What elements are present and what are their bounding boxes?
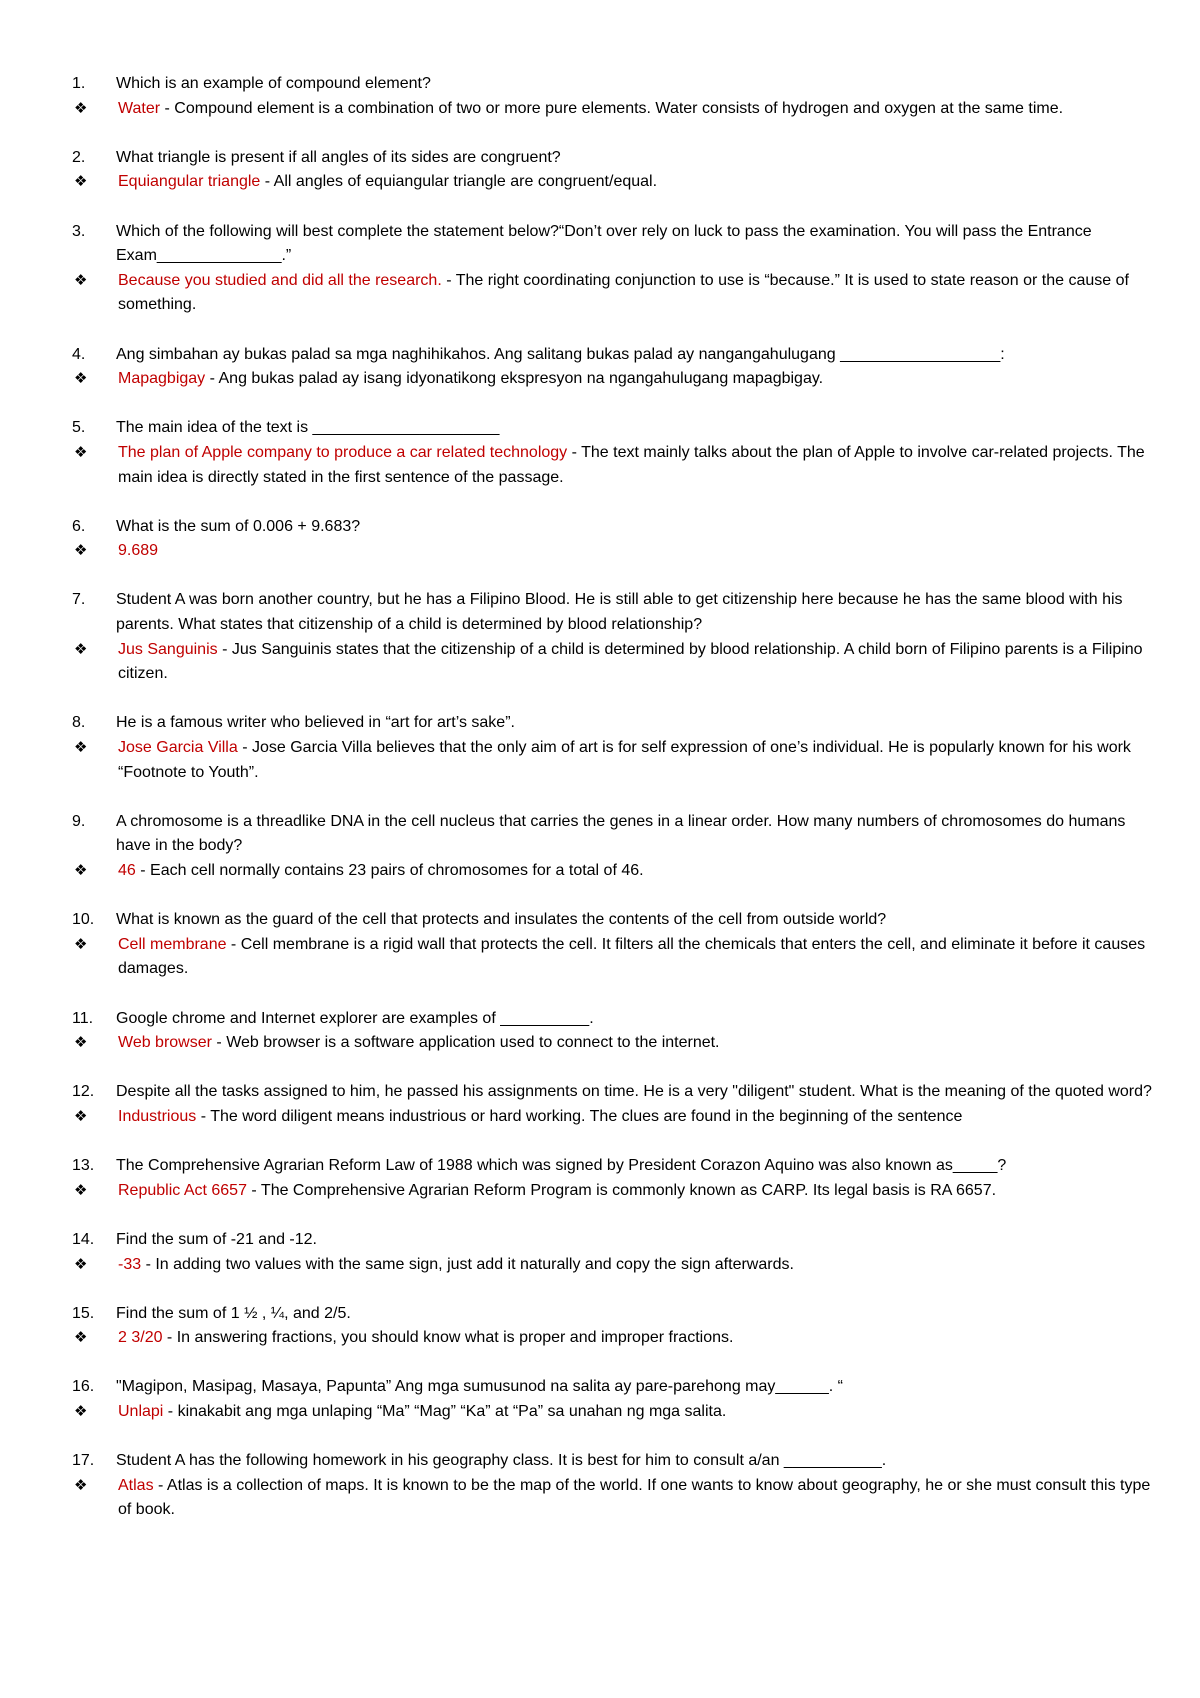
question-number: 9. [72,812,86,830]
diamond-bullet-icon: ❖ [74,443,88,461]
question-text: A chromosome is a threadlike DNA in the cell nucleus that carries the genes in a linear order. How many numbers of chromosomes do humans have in the body? [116,812,1126,855]
qa-item [72,1228,1152,1277]
answer-row [72,539,1152,564]
diamond-bullet-icon: ❖ [74,862,88,879]
qa-item [72,416,1152,490]
question-text: The Comprehensive Agrarian Reform Law of 1988 which was signed by President Corazon Aquino was also known as_____? [116,1157,1007,1175]
question-row [72,343,1152,368]
answer-row [72,859,1152,884]
answer-text: 2 3/20 [118,1329,163,1347]
answer-explanation: - All angles of equiangular triangle are congruent/equal. [260,173,658,191]
diamond-bullet-icon: ❖ [74,173,88,191]
question-number: 13. [72,1157,95,1175]
question-row [72,1449,1152,1474]
diamond-bullet-icon: ❖ [74,640,88,658]
answer-row [72,736,1152,785]
answer-text: The plan of Apple company to produce a car related technology [118,443,568,461]
answer-block [118,170,1152,195]
question-row [72,711,1152,736]
answer-block [118,441,1152,490]
answer-text: Atlas [118,1476,154,1494]
question-number: 2. [72,148,86,166]
question-number: 8. [72,714,86,732]
answer-text: Cell membrane [118,935,227,953]
answer-text: Equiangular triangle [118,173,261,191]
answer-block [118,638,1152,687]
qa-item [72,220,1152,318]
answer-explanation: - The text mainly talks about the plan of Apple to involve car-related projects. The main idea is directly stated in the first sentence of the passage. [118,443,1145,486]
answer-block [118,933,1152,982]
diamond-bullet-icon: ❖ [74,370,88,388]
answer-text: Unlapi [118,1403,164,1421]
question-number: 17. [72,1452,95,1470]
answer-text: Web browser [118,1034,212,1052]
question-number: 7. [72,591,86,609]
answer-row [72,1031,1152,1056]
qa-item [72,1375,1152,1424]
question-text: Student A was born another country, but he has a Filipino Blood. He is still able to get citizenship here because he has the same blood with his parents. What states that citizenship of a child is determined by blood relationship? [116,591,1123,634]
answer-block [118,736,1152,785]
diamond-bullet-icon: ❖ [74,1403,88,1421]
answer-row [72,1253,1152,1278]
answer-explanation: - Web browser is a software application used to connect to the internet. [211,1034,720,1052]
question-row [72,515,1152,540]
answer-explanation: - Jose Garcia Villa believes that the only aim of art is for self expression of one’s individual. He is popularly known for his work “Footnote to Youth”. [118,739,1131,781]
answer-block [118,1474,1152,1523]
answer-block [118,1179,1152,1204]
answer-explanation: - Ang bukas palad ay isang idyonatikong ekspresyon na ngangahulugang mapagbigay. [205,370,824,388]
qa-item [72,1302,1152,1351]
question-text: What is the sum of 0.006 + 9.683? [116,517,361,535]
question-text: Despite all the tasks assigned to him, he passed his assignments on time. He is a very "diligent" student. What is the meaning of the quoted word? [116,1083,1152,1101]
qa-item [72,1449,1152,1523]
diamond-bullet-icon: ❖ [74,1107,88,1125]
answer-row [72,933,1152,982]
question-number: 6. [72,517,86,535]
question-text: Which of the following will best complete the statement below?“Don’t over rely on luck to pass the examination. You will pass the Entrance Exam______________.” [116,222,1092,265]
answer-explanation: - Cell membrane is a rigid wall that protects the cell. It filters all the chemicals that enters the cell, and eliminate it before it causes damages. [118,935,1146,978]
question-number: 11. [72,1009,94,1027]
answer-explanation: - The right coordinating conjunction to use is “because.” It is used to state reason or the cause of something. [118,271,1129,314]
answer-text: Industrious [118,1107,197,1125]
answer-text: 46 [118,862,136,879]
qa-item [72,1007,1152,1056]
question-row [72,908,1152,933]
qa-item [72,810,1152,884]
answer-row [72,97,1152,122]
question-row [72,1080,1152,1105]
question-text: He is a famous writer who believed in “art for art’s sake”. [116,714,515,732]
answer-row [72,1179,1152,1204]
answer-explanation: - In adding two values with the same sign, just add it naturally and copy the sign afterwards. [141,1255,794,1273]
qa-item [72,343,1152,392]
question-row [72,416,1152,441]
question-row [72,810,1152,859]
question-number: 15. [72,1304,95,1322]
answer-text: 9.689 [118,542,159,560]
answer-explanation: - In answering fractions, you should know what is proper and improper fractions. [162,1329,734,1347]
answer-block [118,97,1152,122]
question-text: Find the sum of -21 and -12. [116,1230,317,1248]
answer-text: Mapagbigay [118,370,206,388]
answer-explanation: - The Comprehensive Agrarian Reform Program is commonly known as CARP. Its legal basis is RA 6657. [246,1181,997,1199]
answer-explanation: - Atlas is a collection of maps. It is known to be the map of the world. If one wants to know about geography, he or she must consult this type of book. [118,1476,1151,1519]
question-text: Google chrome and Internet explorer are examples of __________. [116,1009,594,1027]
answer-block [118,269,1152,318]
answer-row [72,1400,1152,1425]
question-number: 4. [72,345,86,363]
answer-block [118,1326,1152,1351]
qa-item [72,1080,1152,1129]
answer-block [118,1253,1152,1278]
answer-text: -33 [118,1255,142,1273]
answer-block [118,859,1152,884]
question-row [72,588,1152,637]
diamond-bullet-icon: ❖ [74,1329,88,1347]
question-text: What is known as the guard of the cell that protects and insulates the contents of the cell from outside world? [116,911,887,929]
question-row [72,1375,1152,1400]
question-number: 14. [72,1230,95,1248]
diamond-bullet-icon: ❖ [74,1476,88,1494]
qa-item [72,588,1152,686]
question-row [72,146,1152,171]
diamond-bullet-icon: ❖ [74,99,88,117]
qa-item [72,146,1152,195]
qa-item [72,515,1152,564]
answer-explanation: - The word diligent means industrious or hard working. The clues are found in the beginning of the sentence [196,1107,963,1125]
diamond-bullet-icon: ❖ [74,542,88,560]
question-row [72,1154,1152,1179]
diamond-bullet-icon: ❖ [74,935,88,953]
question-text: Which is an example of compound element? [116,75,431,92]
answer-row [72,1474,1152,1523]
question-number: 10. [72,911,95,929]
answer-explanation: - Each cell normally contains 23 pairs of chromosomes for a total of 46. [135,862,644,879]
question-number: 1. [72,75,86,92]
qa-item [72,908,1152,982]
question-number: 3. [72,222,86,240]
answer-text: Republic Act 6657 [118,1181,247,1199]
question-text: What triangle is present if all angles of its sides are congruent? [116,148,561,166]
qa-item [72,72,1152,121]
question-number: 16. [72,1378,95,1396]
qa-item [72,711,1152,785]
diamond-bullet-icon: ❖ [74,271,88,289]
question-row [72,1007,1152,1032]
answer-block [118,1400,1152,1425]
answer-row [72,1326,1152,1351]
question-row [72,1302,1152,1327]
question-number: 12. [72,1083,95,1101]
question-row [72,220,1152,269]
question-text: Find the sum of 1 ½ , ¼, and 2/5. [116,1304,351,1322]
qa-item [72,1154,1152,1203]
diamond-bullet-icon: ❖ [74,1034,88,1052]
answer-text: Jose Garcia Villa [118,739,238,757]
diamond-bullet-icon: ❖ [74,1255,88,1273]
question-text: "Magipon, Masipag, Masaya, Papunta” Ang mga sumusunod na salita ay pare-parehong may______. “ [116,1378,844,1396]
diamond-bullet-icon: ❖ [74,1181,88,1199]
question-text: Student A has the following homework in his geography class. It is best for him to consult a/an ___________. [116,1452,887,1470]
question-number: 5. [72,419,86,437]
answer-text: Jus Sanguinis [118,640,218,658]
answer-text: Water [118,99,161,117]
answer-row [72,367,1152,392]
answer-block [118,1105,1152,1130]
question-text: Ang simbahan ay bukas palad sa mga naghihikahos. Ang salitang bukas palad ay nangangahulugang __________________: [116,345,1005,363]
answer-block [118,539,1152,564]
answer-explanation: - Jus Sanguinis states that the citizenship of a child is determined by blood relationship. A child born of Filipino parents is a Filipino citizen. [118,640,1143,683]
answer-row [72,269,1152,318]
answer-block [118,1031,1152,1056]
question-answer-list [72,72,1152,1548]
question-text: The main idea of the text is _____________________ [116,419,500,437]
question-row [72,72,1152,97]
answer-row [72,638,1152,687]
answer-text: Because you studied and did all the research. [118,271,442,289]
answer-row [72,170,1152,195]
answer-row [72,1105,1152,1130]
question-row [72,1228,1152,1253]
diamond-bullet-icon: ❖ [74,739,88,757]
answer-explanation: - kinakabit ang mga unlaping “Ma” “Mag” “Ka” at “Pa” sa unahan ng mga salita. [163,1403,727,1421]
answer-block [118,367,1152,392]
answer-explanation: - Compound element is a combination of two or more pure elements. Water consists of hydrogen and oxygen at the same time. [160,99,1064,117]
answer-row [72,441,1152,490]
